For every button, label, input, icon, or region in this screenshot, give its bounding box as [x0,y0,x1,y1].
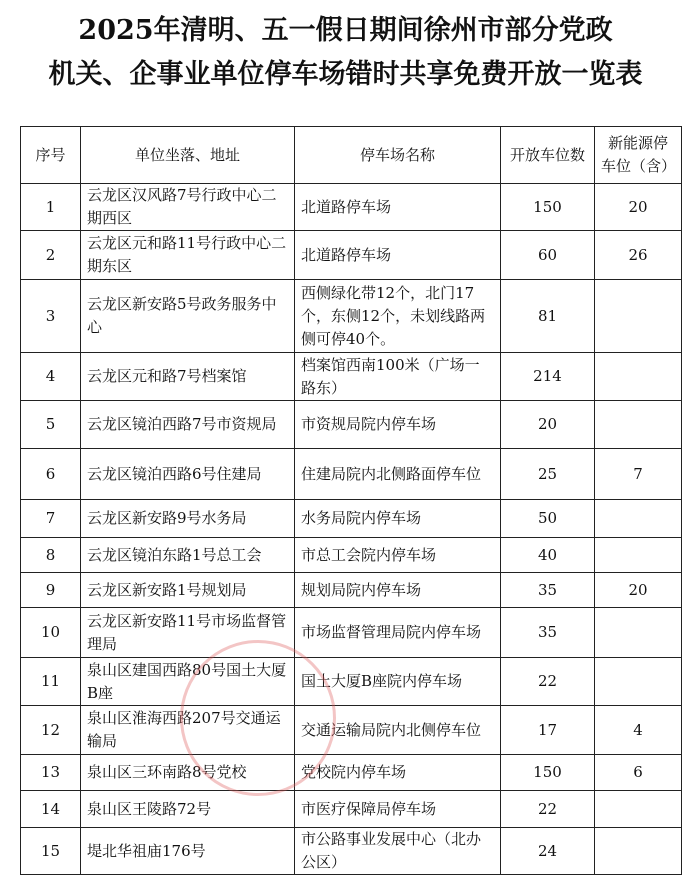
cell-address: 泉山区淮海西路207号交通运输局 [81,706,295,755]
cell-address: 云龙区镜泊西路6号住建局 [81,449,295,500]
parking-table [20,126,682,875]
cell-ev-spaces [595,280,682,353]
cell-open-spaces: 60 [501,231,595,280]
header-address: 单位坐落、地址 [81,127,295,184]
cell-ev-spaces [595,828,682,875]
cell-no: 6 [21,449,81,500]
cell-ev-spaces [595,658,682,706]
cell-no: 11 [21,658,81,706]
document-title-line-1: 2025年清明、五一假日期间徐州市部分党政 [78,15,613,46]
cell-open-spaces: 17 [501,706,595,755]
cell-no: 9 [21,573,81,608]
cell-lot-name: 市总工会院内停车场 [295,538,501,573]
table-row [21,658,682,706]
cell-ev-spaces: 6 [595,755,682,791]
cell-lot-name: 规划局院内停车场 [295,573,501,608]
table-row [21,608,682,658]
table-row [21,449,682,500]
cell-address: 云龙区镜泊东路1号总工会 [81,538,295,573]
cell-address: 云龙区元和路11号行政中心二期东区 [81,231,295,280]
cell-lot-name: 市医疗保障局停车场 [295,791,501,828]
cell-address: 云龙区汉风路7号行政中心二期西区 [81,184,295,231]
cell-lot-name: 党校院内停车场 [295,755,501,791]
cell-address: 云龙区新安路11号市场监督管理局 [81,608,295,658]
cell-no: 8 [21,538,81,573]
table-row [21,353,682,401]
cell-ev-spaces [595,608,682,658]
cell-lot-name: 市资规局院内停车场 [295,401,501,449]
cell-open-spaces: 150 [501,184,595,231]
cell-ev-spaces: 26 [595,231,682,280]
cell-ev-spaces [595,538,682,573]
cell-open-spaces: 150 [501,755,595,791]
cell-lot-name: 市场监督管理局院内停车场 [295,608,501,658]
table-row [21,231,682,280]
header-open-spaces: 开放车位数 [501,127,595,184]
cell-address: 云龙区新安路9号水务局 [81,500,295,538]
table-row [21,755,682,791]
cell-lot-name: 档案馆西南100米（广场一路东） [295,353,501,401]
cell-ev-spaces: 20 [595,184,682,231]
table-row [21,538,682,573]
cell-open-spaces: 24 [501,828,595,875]
cell-lot-name: 西侧绿化带12个，北门17个，东侧12个，未划线路两侧可停40个。 [295,280,501,353]
cell-open-spaces: 50 [501,500,595,538]
cell-address: 泉山区王陵路72号 [81,791,295,828]
cell-address: 泉山区建国西路80号国土大厦B座 [81,658,295,706]
cell-open-spaces: 25 [501,449,595,500]
cell-open-spaces: 22 [501,658,595,706]
cell-address: 云龙区元和路7号档案馆 [81,353,295,401]
header-no: 序号 [21,127,81,184]
cell-address: 云龙区新安路5号政务服务中心 [81,280,295,353]
table-row [21,280,682,353]
cell-no: 15 [21,828,81,875]
cell-ev-spaces [595,791,682,828]
cell-open-spaces: 35 [501,608,595,658]
cell-address: 堤北华祖庙176号 [81,828,295,875]
cell-ev-spaces [595,353,682,401]
header-lot-name: 停车场名称 [295,127,501,184]
cell-no: 10 [21,608,81,658]
cell-open-spaces: 81 [501,280,595,353]
document-title-line-2: 机关、企事业单位停车场错时共享免费开放一览表 [48,59,643,90]
cell-no: 4 [21,353,81,401]
cell-open-spaces: 40 [501,538,595,573]
cell-lot-name: 国土大厦B座院内停车场 [295,658,501,706]
cell-lot-name: 北道路停车场 [295,184,501,231]
cell-no: 12 [21,706,81,755]
cell-no: 14 [21,791,81,828]
cell-lot-name: 北道路停车场 [295,231,501,280]
cell-lot-name: 住建局院内北侧路面停车位 [295,449,501,500]
table-row [21,401,682,449]
cell-lot-name: 交通运输局院内北侧停车位 [295,706,501,755]
cell-no: 2 [21,231,81,280]
cell-ev-spaces: 4 [595,706,682,755]
cell-open-spaces: 20 [501,401,595,449]
cell-ev-spaces [595,500,682,538]
cell-no: 3 [21,280,81,353]
cell-lot-name: 水务局院内停车场 [295,500,501,538]
cell-ev-spaces: 7 [595,449,682,500]
table-row [21,573,682,608]
table-row [21,828,682,875]
header-ev-spaces: 新能源停车位（含） [595,127,682,184]
cell-no: 13 [21,755,81,791]
cell-address: 云龙区新安路1号规划局 [81,573,295,608]
cell-address: 泉山区三环南路8号党校 [81,755,295,791]
cell-open-spaces: 214 [501,353,595,401]
table-row [21,706,682,755]
table-row [21,791,682,828]
cell-lot-name: 市公路事业发展中心（北办公区） [295,828,501,875]
cell-no: 1 [21,184,81,231]
table-header-row [21,127,682,184]
cell-no: 5 [21,401,81,449]
table-row [21,500,682,538]
table-row [21,184,682,231]
cell-ev-spaces: 20 [595,573,682,608]
cell-address: 云龙区镜泊西路7号市资规局 [81,401,295,449]
cell-open-spaces: 35 [501,573,595,608]
cell-no: 7 [21,500,81,538]
cell-open-spaces: 22 [501,791,595,828]
cell-ev-spaces [595,401,682,449]
